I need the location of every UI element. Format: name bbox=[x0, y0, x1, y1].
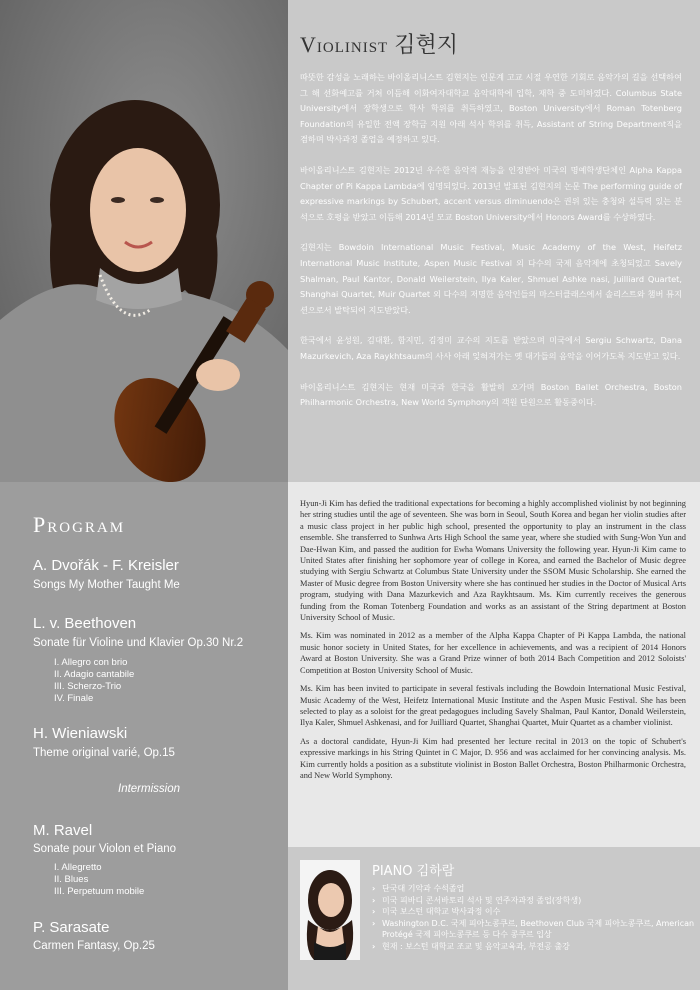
bio-paragraph: As a doctoral candidate, Hyun-Ji Kim had presented her lecture recital in 2013 on the topic of Schubert's expressive markings in his String Quintet in C Major, D. 956 and was acclaimed for her convincing analysis. Ms. Kim currently holds a position as a substitute violinist in Boston Ballet Orchestra, Boston Philharmonic Orchestra, and New World Symphony. bbox=[300, 736, 686, 780]
work-title: Theme original varié, Op.15 bbox=[33, 747, 175, 759]
program-title: Program bbox=[33, 512, 126, 537]
bio-paragraph: Hyun-Ji Kim has defied the traditional expectations for becoming a highly accomplished violinist by not beginning her string studies until the age of seventeen. She was born in Seoul, South Korea and began her violin studies after a music class project in her public high school, presented the opportunity to play an instrument in the class ensemble. She transferred to Sunhwa Arts High School the same year, where she studied with Sung-Won Yun and Dae-Hwan Kim, and passed the audition for Ewha Womans University the following year. Hyun-Ji Kim came to United States after finishing her sophomore year of college in Korea, and earned the Bachelor of Music degree studying with Sergiu Schwartz at Columbus State University under the SSOM Music Scholarship. She earned the Master of Music degree from Boston University where she has continued her studies in the Doctor of Musical Arts program, studying with Dana Mazurkevich and Aza Raykhtsaum. Ms. Kim currently receives the generous funding from the Roman Totenberg Foundation and works as an assistant of the String department at Boston University School of Music. bbox=[300, 499, 686, 623]
movement-item: I. Allegro con brio bbox=[54, 657, 128, 668]
program-panel bbox=[0, 482, 288, 990]
movement-item: III. Perpetuum mobile bbox=[54, 886, 145, 897]
composer-name: A. Dvořák - F. Kreisler bbox=[33, 557, 179, 574]
work-title: Carmen Fantasy, Op.25 bbox=[33, 940, 155, 952]
pianist-name: 김하람 bbox=[416, 864, 455, 879]
movement-item: II. Blues bbox=[54, 874, 89, 885]
title-korean: 김현지 bbox=[394, 33, 458, 58]
movement-item: III. Scherzo-Trio bbox=[54, 681, 122, 692]
composer-name: P. Sarasate bbox=[33, 919, 110, 936]
page-title bbox=[300, 28, 458, 59]
title-english: Violinist bbox=[300, 32, 389, 57]
bio-paragraph: 한국에서 윤성원, 김대환, 함지민, 김정미 교수의 지도를 받았으며 미국에서 Sergiu Schwartz, Dana Mazurkevich, Aza Raykhtsaum의 사사 아래 잊혀져가는 옛 대가들의 음악을 이어가도록 지도받고 있다. bbox=[300, 335, 682, 361]
pianist-section bbox=[288, 847, 700, 990]
work-title: Sonate für Violine und Klavier Op.30 Nr.2 bbox=[33, 637, 244, 649]
composer-name: H. Wieniawski bbox=[33, 725, 128, 742]
credit-item: › 미국 피바디 콘서바토리 석사 및 연주자과정 졸업(장학생) bbox=[372, 895, 696, 907]
pianist-portrait-illustration bbox=[300, 860, 360, 960]
pianist-heading bbox=[372, 860, 454, 879]
movement-item: IV. Finale bbox=[54, 693, 94, 704]
composer-name: L. v. Beethoven bbox=[33, 615, 137, 632]
bio-paragraph: 바이올리니스트 김현지는 현재 미국과 한국을 활발히 오가며 Boston Ballet Orchestra, Boston Philharmonic Orchestra, New World Symphony의 객원 단원으로 활동중이다. bbox=[300, 381, 682, 408]
bio-paragraph: Ms. Kim has been invited to participate in several festivals including the Bowdoin International Music Festival, Music Academy of the West, Heifetz International Music Institute and the Aspen Music Festival. She has been selected to play as a soloist for the great pedagogues including Savely Shalman, Paul Kantor, Donald Weilerstein, Ilya Kaler, Shmuel Ashkenasi, and for Juilliard Quartet, Shanghai Quartet, Muir Quartet as a chamber violinist. bbox=[300, 684, 686, 728]
credit-item: › Washington D.C. 국제 피아노콩쿠르, Beethoven Club 국제 피아노콩쿠르, American Protégé 국제 피아노콩쿠르 등 다수 콩쿠르 입상 bbox=[372, 918, 696, 941]
movement-item: I. Allegretto bbox=[54, 862, 102, 873]
bio-paragraph: Ms. Kim was nominated in 2012 as a member of the Alpha Kappa Chapter of Pi Kappa Lambda, the national music honor society in United States, for her excellence in achievements, and was a recipient of 2014 Honors Award at Boston University. She was a Grand Prize winner of both 2014 Bach Competition and 2012 Soloists' Competition at Boston University School of Music. bbox=[300, 631, 686, 675]
movement-item: II. Adagio cantabile bbox=[54, 669, 135, 680]
pianist-credits bbox=[372, 883, 696, 953]
work-title: Sonate pour Violon et Piano bbox=[33, 843, 177, 855]
piano-label: PIANO bbox=[372, 864, 413, 879]
pianist-photo bbox=[300, 860, 360, 960]
credit-item: › 현재 : 보스턴 대학교 조교 및 음악교육과, 부전공 출강 bbox=[372, 941, 696, 953]
credit-item: › 미국 보스턴 대학교 박사과정 이수 bbox=[372, 906, 696, 918]
work-title: Songs My Mother Taught Me bbox=[33, 579, 180, 591]
violinist-portrait-illustration bbox=[0, 0, 288, 482]
bio-paragraph: 김현지는 Bowdoin International Music Festival, Music Academy of the West, Heifetz International Music Institute, Aspen Music Festival 외 다수의 국제 음악제에 초청되었고 Savely Shalman, Paul Kantor, Donald Weilerstein, Ilya Kaler, Shmuel Ashke nasi, Juilliard Quartet, Shanghai Quartet, Muir Quartet 외 다수의 저명한 음악인들의 마스터클래스에서 솔리스트와 챔버 뮤지션으로서 발탁되어 지도받았다. bbox=[300, 242, 682, 315]
english-biography bbox=[288, 482, 700, 847]
violinist-photo bbox=[0, 0, 288, 482]
bio-paragraph: 따뜻한 감성을 노래하는 바이올리니스트 김현지는 인문계 고교 시절 우연한 기회로 음악가의 길을 선택하여 그 해 선화예고를 거쳐 이듬해 이화여자대학교 음악대학에 입학, 재학 중 도미하였다. Columbus State University에서 장학생으로 학사 학위를 취득하였고, Boston University에서 Roman Totenberg Foundation의 유일한 전액 장학금 지원 아래 석사 학위를 취득, Assistant of String Department직을 겸하며 박사과정 졸업을 예정하고 있다. bbox=[300, 72, 682, 145]
credit-item: › 단국대 기악과 수석졸업 bbox=[372, 883, 696, 895]
korean-biography bbox=[300, 70, 682, 426]
bio-paragraph: 바이올리니스트 김현지는 2012년 우수한 음악적 재능을 인정받아 미국의 명예학생단체인 Alpha Kappa Chapter of Pi Kappa Lambda에 임명되었다. 2013년 발표된 김현지의 논문 The performing guide of expressive markings by Schubert, accent versus diminuendo은 권위 있는 충청와 설득력 있는 분석으로 호평을 받았고 이듬해 2014년 모교 Boston University에서 Honors Award를 수상하였다. bbox=[300, 164, 682, 222]
intermission-label: Intermission bbox=[118, 783, 180, 795]
left-column bbox=[0, 0, 288, 990]
composer-name: M. Ravel bbox=[33, 822, 93, 839]
right-column bbox=[288, 0, 700, 990]
